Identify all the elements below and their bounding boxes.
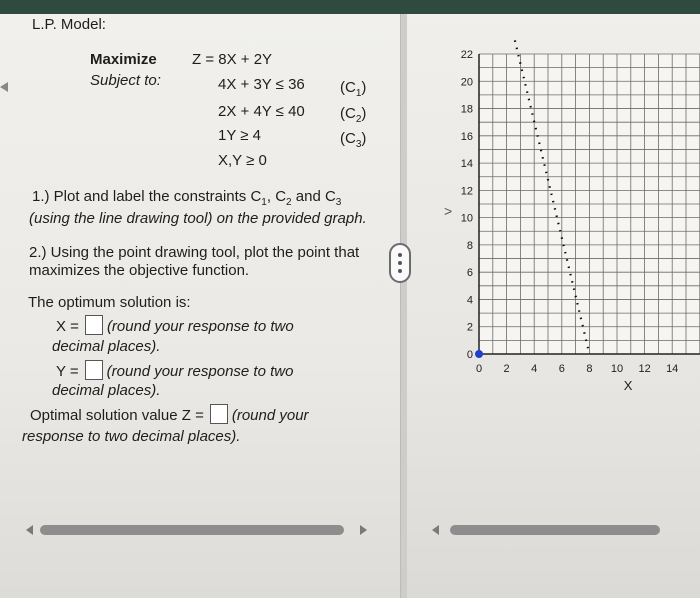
y-tick-label: 20 [460, 76, 473, 89]
handle-dot [398, 261, 402, 265]
y-tick-label: 18 [460, 103, 473, 116]
top-bar [0, 0, 700, 14]
handle-dot [398, 253, 402, 257]
scroll-right-arrow[interactable] [360, 525, 367, 535]
y-tick-label: 0 [466, 349, 473, 361]
scroll-left-arrow[interactable] [26, 525, 33, 535]
maximize-label: Maximize [90, 51, 157, 68]
left-horizontal-scrollbar[interactable] [40, 525, 344, 535]
graph-horizontal-scrollbar[interactable] [450, 525, 660, 535]
y-hint-continued: decimal places). [52, 382, 161, 399]
collapse-left-icon[interactable] [0, 82, 8, 92]
x-tick-label: 8 [586, 363, 593, 375]
x-hint-continued: decimal places). [52, 338, 161, 355]
x-tick-label: 4 [531, 363, 538, 375]
task-2-line-2: maximizes the objective function. [29, 262, 250, 279]
objective-function: Z = 8X + 2Y [192, 51, 273, 68]
x-tick-label: 12 [638, 363, 651, 375]
x-answer-row: X = (round your response to two [56, 315, 294, 335]
x-tick-label: 2 [503, 363, 510, 375]
x-answer-input[interactable] [85, 315, 103, 335]
y-answer-input[interactable] [85, 360, 103, 380]
z-answer-row: Optimal solution value Z = (round your [30, 404, 309, 424]
task-1-line-1: 1.) Plot and label the constraints $C_1$, $C_2$ and $C_3$ [32, 188, 342, 208]
graph-scroll-left-arrow[interactable] [432, 525, 439, 535]
z-hint-continued: response to two decimal places). [22, 428, 241, 445]
y-tick-label: 22 [460, 49, 473, 61]
constraint-3-tag: $(C_3)$ [340, 130, 367, 150]
model-title: L.P. Model: [32, 16, 106, 33]
x-tick-label: 0 [475, 363, 483, 375]
x-tick-label: 6 [558, 363, 565, 375]
y-tick-label: 8 [466, 239, 473, 252]
lp-graph[interactable] [406, 14, 700, 414]
y-tick-label: 16 [460, 130, 473, 143]
constraint-2-tag: $(C_2)$ [340, 105, 367, 125]
y-tick-label: 4 [466, 294, 473, 307]
nonnegativity-constraint: X,Y ≥ 0 [218, 152, 267, 169]
chevron-right-icon: > [444, 203, 453, 219]
y-tick-label: 12 [460, 185, 473, 198]
y-answer-row: Y = (round your response to two [56, 360, 293, 380]
x-tick-label: 10 [610, 363, 624, 375]
subject-to-label: Subject to: [90, 72, 161, 89]
data-point [475, 350, 483, 358]
y-tick-label: 6 [466, 267, 473, 280]
y-tick-label: 14 [460, 158, 473, 171]
task-2-line-1: 2.) Using the point drawing tool, plot the point that [29, 244, 360, 261]
y-tick-label: 2 [466, 321, 473, 334]
optimum-intro: The optimum solution is: [28, 294, 191, 311]
constraint-2: 2X + 4Y ≤ 40 [218, 103, 305, 120]
handle-dot [398, 269, 402, 273]
constraint-1: 4X + 3Y ≤ 36 [218, 76, 305, 93]
y-tick-label: 10 [460, 212, 473, 225]
constraint-1-tag: $(C_1)$ [340, 79, 367, 99]
constraint-3: 1Y ≥ 4 [218, 127, 261, 144]
x-axis-label: X [623, 378, 633, 393]
z-answer-input[interactable] [210, 404, 228, 424]
x-tick-label: 14 [666, 363, 679, 375]
task-1-line-2: (using the line drawing tool) on the provided graph. [29, 210, 367, 227]
